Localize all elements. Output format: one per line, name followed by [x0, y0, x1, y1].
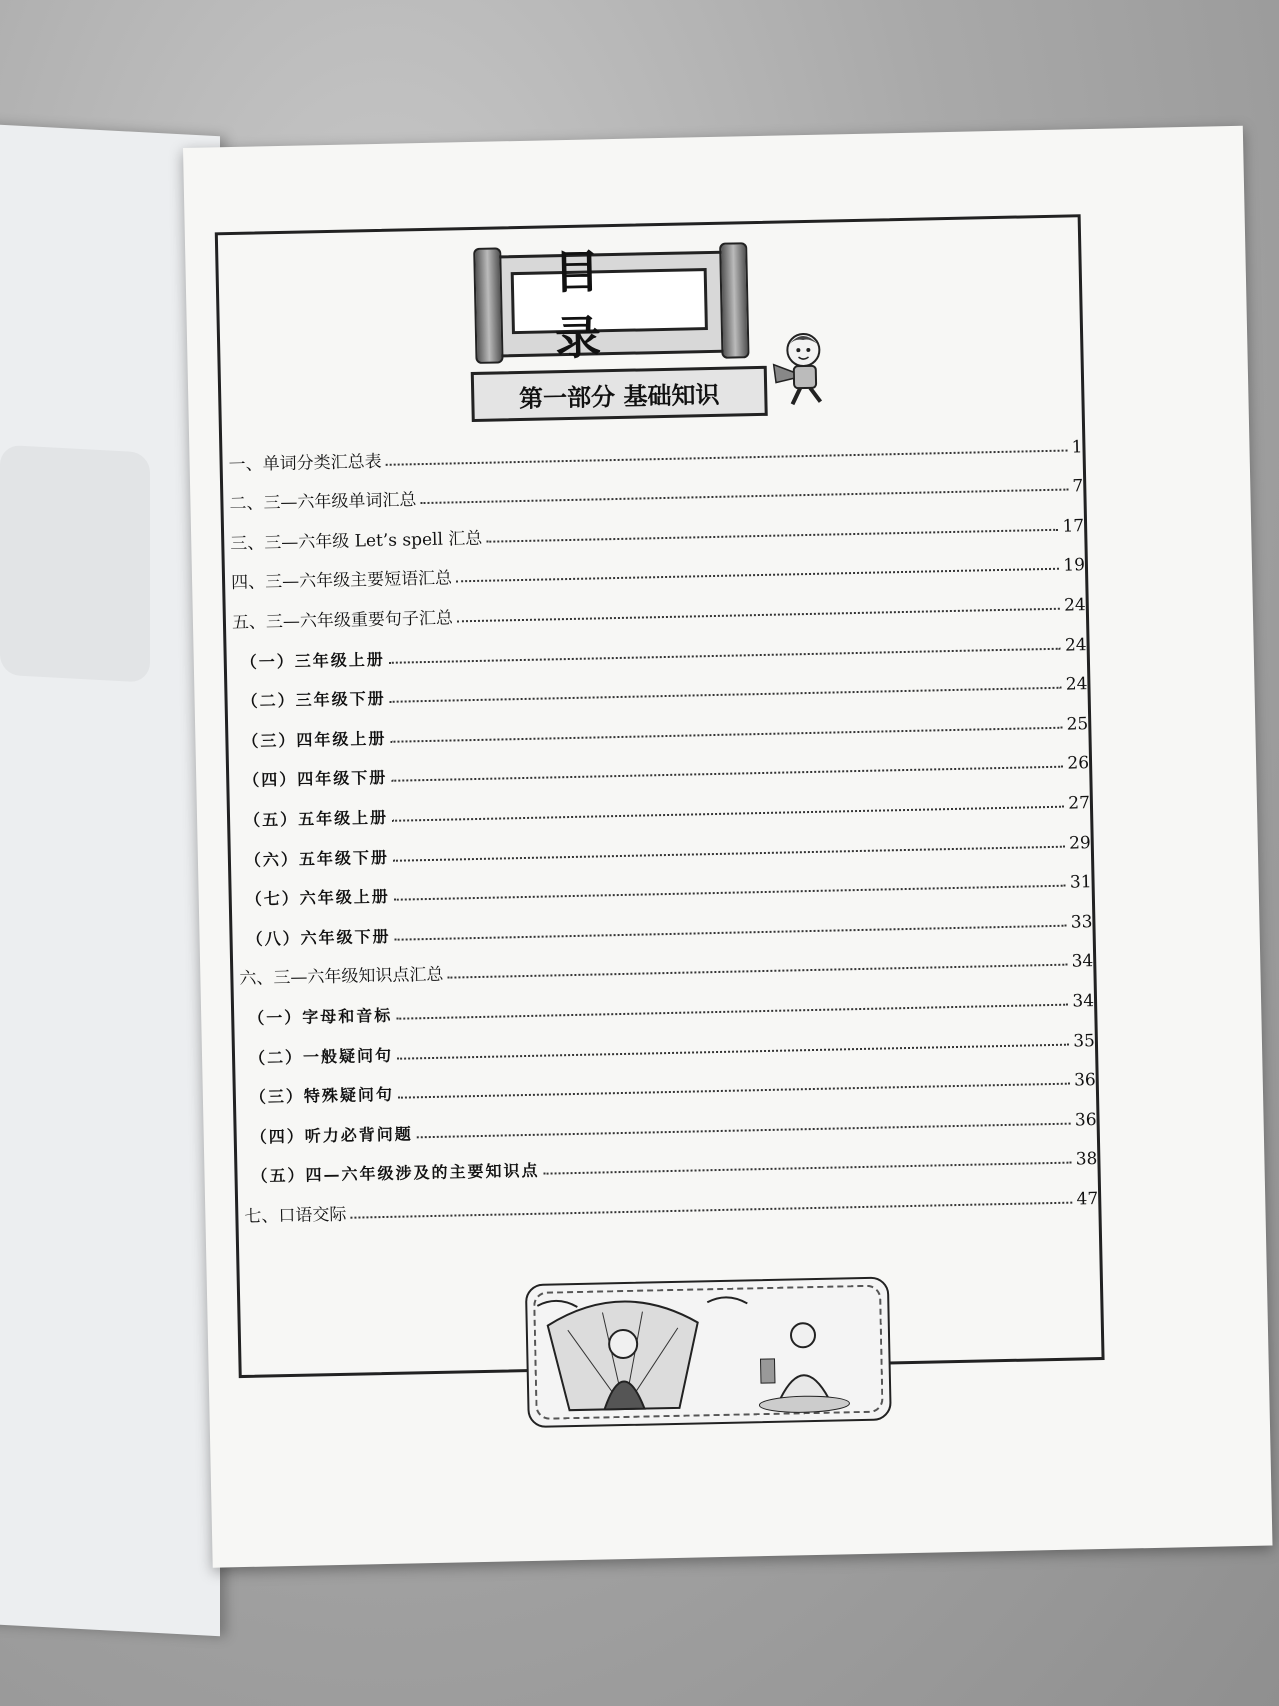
scroll-rod-left	[473, 247, 503, 364]
scroll-rod-right	[719, 242, 749, 359]
toc-leader-dots	[350, 1201, 1072, 1218]
toc-entry-label: （一）三年级上册	[240, 649, 385, 672]
toc-page-number: 24	[1065, 674, 1088, 695]
toc-page-number: 29	[1068, 832, 1091, 854]
page-frame	[215, 214, 1105, 1378]
toc-entry-label: （一）字母和音标	[248, 1005, 393, 1028]
toc-list	[222, 417, 1098, 1227]
toc-page-number: 24	[1063, 595, 1086, 616]
cartoon-boy-icon	[765, 327, 837, 408]
toc-page-number: 7	[1072, 476, 1084, 497]
title-scroll	[473, 242, 745, 366]
book-page	[183, 126, 1273, 1568]
toc-page-number: 17	[1062, 515, 1085, 537]
toc-page-number: 1	[1071, 436, 1083, 458]
toc-entry-label: 一、单词分类汇总表	[228, 451, 382, 475]
page-title: 目 录	[511, 268, 708, 334]
toc-page-number: 36	[1074, 1109, 1097, 1131]
toc-entry-label: （三）特殊疑问句	[249, 1084, 395, 1107]
toc-page-number: 19	[1063, 555, 1086, 577]
toc-entry-label: 三、三—六年级 Let’s spell 汇总	[230, 528, 483, 554]
toc-entry-label: （五）四—六年级涉及的主要知识点	[251, 1161, 540, 1187]
toc-page-number: 35	[1073, 1030, 1096, 1052]
toc-page-number: 24	[1064, 634, 1087, 656]
toc-page-number: 34	[1072, 991, 1095, 1012]
toc-entry-label: （八）六年级下册	[246, 926, 391, 949]
scholars-illustration	[525, 1276, 892, 1428]
scholars-drawing	[527, 1279, 890, 1427]
toc-page-number: 31	[1069, 872, 1092, 893]
toc-entry-label: （七）六年级上册	[245, 886, 390, 909]
toc-page-number: 36	[1073, 1070, 1096, 1091]
toc-page-number: 26	[1067, 753, 1090, 774]
toc-entry-label: 五、三—六年级重要句子汇总	[231, 608, 454, 634]
toc-entry-label: （四）听力必背问题	[250, 1124, 413, 1147]
toc-entry-label: （六）五年级下册	[244, 847, 390, 870]
toc-page-number: 33	[1070, 911, 1093, 933]
toc-entry-label: （三）四年级上册	[242, 728, 387, 751]
toc-entry-label: 四、三—六年级主要短语汇总	[230, 568, 453, 594]
scroll-body	[493, 243, 731, 366]
toc-page-number: 34	[1071, 951, 1094, 972]
toc-entry-label: 七、口语交际	[244, 1204, 347, 1227]
toc-page-number: 25	[1066, 713, 1089, 735]
left-page-ghost-image	[0, 445, 150, 683]
toc-entry-label: （四）四年级下册	[243, 768, 388, 791]
toc-entry-label: 六、三—六年级知识点汇总	[239, 965, 444, 990]
section-title: 第一部分 基础知识	[471, 366, 768, 422]
toc-entry-label: 二、三—六年级单词汇总	[229, 490, 417, 515]
toc-entry-label: （二）一般疑问句	[248, 1045, 394, 1068]
toc-page-number: 38	[1075, 1149, 1098, 1170]
toc-page-number: 27	[1068, 793, 1091, 814]
toc-page-number: 47	[1076, 1188, 1099, 1210]
toc-entry-label: （五）五年级上册	[243, 807, 389, 830]
toc-entry-label: （二）三年级下册	[241, 689, 386, 712]
